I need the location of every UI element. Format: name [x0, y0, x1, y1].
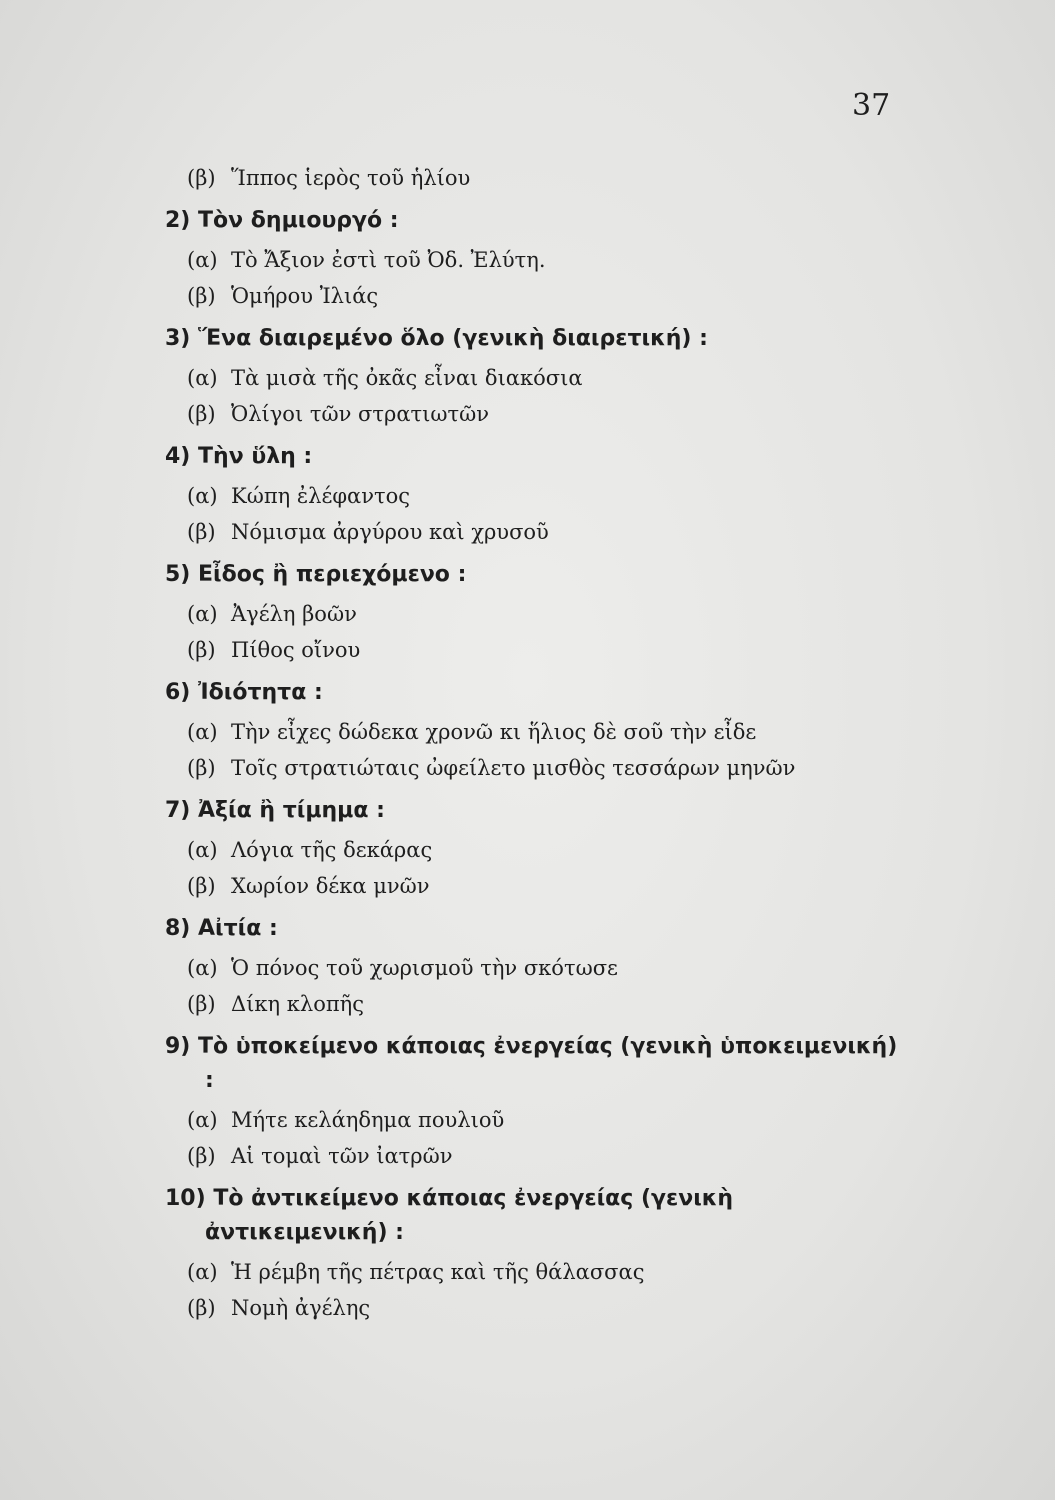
list-item [165, 1138, 905, 1174]
item-text: Τὴν εἶχες δώδεκα χρονῶ κι ἥλιος δὲ σοῦ τὴν εἶδε [231, 720, 757, 744]
item-text: Ὀλίγοι τῶν στρατιωτῶν [231, 402, 490, 426]
item-marker: (β) [187, 874, 216, 898]
item-text: Ἡ ρέμβη τῆς πέτρας καὶ τῆς θάλασσας [231, 1260, 645, 1284]
item-marker: (α) [187, 1260, 218, 1284]
item-marker: (β) [187, 284, 216, 308]
item-marker: (α) [187, 1108, 218, 1132]
item-text: Τὸ Ἄξιον ἐστὶ τοῦ Ὀδ. Ἐλύτη. [231, 248, 546, 272]
section-heading: 5) Εἶδος ἢ περιεχόμενο : [165, 562, 467, 587]
page-body [165, 160, 905, 1326]
section-heading: 4) Τὴν ὕλη : [165, 444, 313, 469]
item-text: Ὁ πόνος τοῦ χωρισμοῦ τὴν σκότωσε [231, 956, 618, 980]
item-text: Νομὴ ἀγέλης [231, 1296, 371, 1320]
item-text: Λόγια τῆς δεκάρας [231, 838, 433, 862]
page-number: 37 [852, 88, 891, 123]
item-marker: (α) [187, 838, 218, 862]
section-heading: 2) Τὸν δημιουργό : [165, 208, 399, 233]
item-text: Δίκη κλοπῆς [231, 992, 365, 1016]
item-text: Μήτε κελάηδημα πουλιοῦ [231, 1108, 505, 1132]
section-heading: 6) Ἰδιότητα : [165, 680, 323, 705]
item-marker: (α) [187, 248, 218, 272]
item-marker: (β) [187, 756, 216, 780]
item-text: Τὰ μισὰ τῆς ὀκᾶς εἶναι διακόσια [231, 366, 583, 390]
item-text: Χωρίον δέκα μνῶν [231, 874, 430, 898]
section-heading: 9) Τὸ ὑποκείμενο κάποιας ἐνεργείας (γενικὴ ὑποκειμενική) : [165, 1034, 898, 1093]
item-text: Ὁμήρου Ἰλιάς [231, 284, 379, 308]
list-item [165, 1254, 905, 1290]
item-marker: (β) [187, 1144, 216, 1168]
item-text: Πίθος οἴνου [231, 638, 361, 662]
list-item [165, 950, 905, 986]
list-item [165, 1290, 905, 1326]
item-marker: (α) [187, 720, 218, 744]
item-marker: (α) [187, 956, 218, 980]
list-item [165, 986, 905, 1022]
item-text: Νόμισμα ἀργύρου καὶ χρυσοῦ [231, 520, 549, 544]
item-text: Κώπη ἐλέφαντος [231, 484, 411, 508]
item-marker: (β) [187, 402, 216, 426]
list-item [165, 278, 905, 314]
list-item [165, 832, 905, 868]
item-marker: (β) [187, 166, 216, 190]
item-text: Ἀγέλη βοῶν [231, 602, 357, 626]
section-heading: 10) Τὸ ἀντικείμενο κάποιας ἐνεργείας (γενικὴ ἀντικειμενική) : [165, 1186, 734, 1245]
list-item [165, 868, 905, 904]
list-item [165, 514, 905, 550]
list-item [165, 1102, 905, 1138]
item-marker: (α) [187, 602, 218, 626]
list-item [165, 360, 905, 396]
list-item [165, 632, 905, 668]
item-marker: (β) [187, 1296, 216, 1320]
list-item [165, 478, 905, 514]
list-item [165, 160, 905, 196]
item-marker: (β) [187, 638, 216, 662]
item-text: Τοῖς στρατιώταις ὠφείλετο μισθὸς τεσσάρων μηνῶν [231, 756, 796, 780]
item-marker: (β) [187, 992, 216, 1016]
item-text: Αἱ τομαὶ τῶν ἰατρῶν [231, 1144, 453, 1168]
item-marker: (β) [187, 520, 216, 544]
item-marker: (α) [187, 366, 218, 390]
list-item [165, 714, 905, 750]
section-heading: 7) Ἀξία ἢ τίμημα : [165, 798, 385, 823]
item-text: Ἵππος ἱερὸς τοῦ ἡλίου [231, 166, 471, 190]
item-marker: (α) [187, 484, 218, 508]
section-heading: 3) Ἕνα διαιρεμένο ὅλο (γενικὴ διαιρετική) : [165, 326, 708, 351]
list-item [165, 596, 905, 632]
list-item [165, 750, 905, 786]
list-item [165, 396, 905, 432]
section-heading: 8) Αἰτία : [165, 916, 278, 941]
list-item [165, 242, 905, 278]
